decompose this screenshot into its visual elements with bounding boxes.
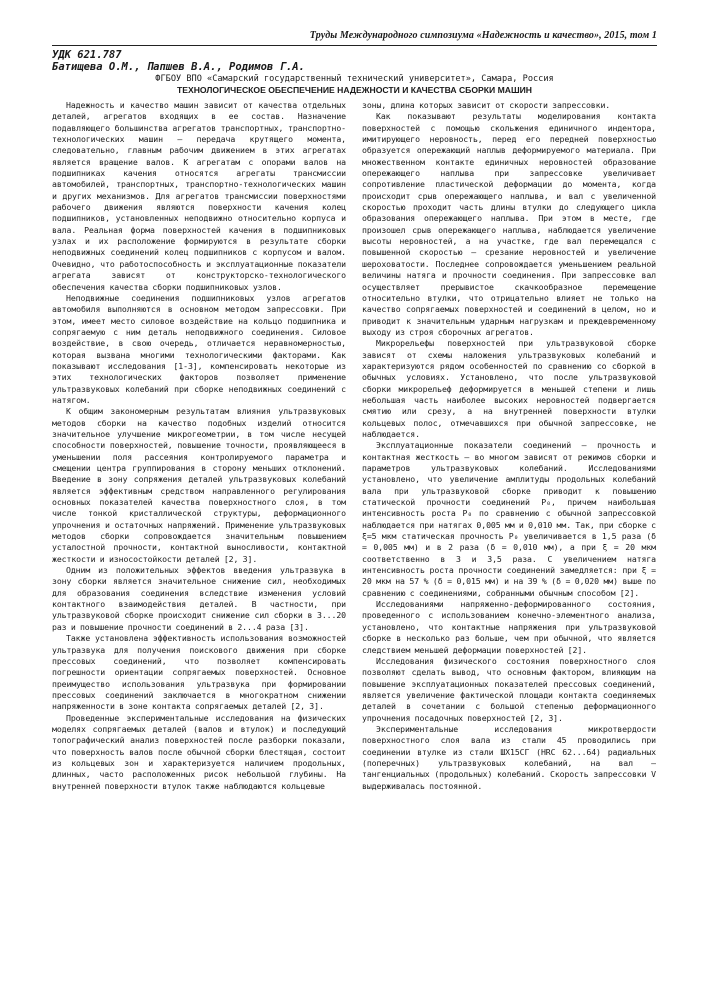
header-rule <box>52 45 657 46</box>
left-column <box>52 100 346 995</box>
authors: Батищева О.М., Папшев В.А., Родимов Г.А. <box>52 61 305 73</box>
paragraph: Эксплуатационные показатели соединений – прочность и контактная жесткость – во многом зависят от режимов сборки и параметров ультразвуковых колебаний. Исследованиями установлено, что увеличение амплитуды продольных колебаний вала при ультразвуковой сборке приводит к повышению статической прочности соединений P₀, причем наибольшая интенсивность роста P₀ по сравнению с обычной запрессовкой наблюдается при натягах 0,005 мм и 0,010 мм. Так, при сборке с ξ=5 мкм статическая прочность P₀ увеличивается в 1,5 раза (δ = 0,005 мм) и в 2 раза (δ = 0,010 мм), а при ξ = 20 мкм соответственно в 3 и 3,5 раза. С увеличением натяга интенсивность роста прочности соединений замедляется: при ξ = 20 мкм на 57 % (δ = 0,015 мм) и на 39 % (δ = 0,020 мм) выше по сравнению с соединениями, собранными обычным способом [2]. <box>362 440 656 598</box>
paragraph: Также установлена эффективность использования возможностей ультразвука для получения поискового движения при сборке прессовых соединений, что позволяет компенсировать погрешности ориентации сопрягаемых поверхностей. Основное преимущество использования ультразвука при формировании прессовых соединений заключается в многократном снижении напряженности в зоне контакта сопрягаемых деталей [2, 3]. <box>52 633 346 712</box>
paragraph: Одним из положительных эффектов введения ультразвука в зону сборки является значительное снижение сил, необходимых для образования соединения вследствие изменения условий контактного взаимодействия деталей. В частности, при ультразвуковой сборке происходит снижение сил сборки в 3...20 раз и повышение прочности соединений в 2...4 раза [3]. <box>52 565 346 632</box>
running-header: Труды Международного симпозиума «Надежность и качество», 2015, том 1 <box>309 30 657 41</box>
paragraph: Как показывают результаты моделирования контакта поверхностей с помощью скольжения единичного индентора, имитирующего неровность, перед его передней поверхностью образуется опережающий наплыв деформируемого материала. При множественном контакте единичных неровностей образование опережающего наплыва при запрессовке увеличивает сопротивление пластической деформации до момента, когда происходит срыв опережающего наплыва, и вал с увеличенной скоростью проходит часть длины втулки до следующего цикла образования опережающего наплыва. При этом в месте, где произошел срыв опережающего наплыва, наблюдается увеличение высоты неровностей, а на участке, где вал перемещался с повышенной скоростью – срезание неровностей и увеличение шероховатости. Последнее сопровождается уменьшением реальной величины натяга и прочности соединения. При запрессовке вал осуществляет прерывистое скачкообразное перемещение относительно втулки, что отрицательно влияет не только на качество сопрягаемых поверхностей и соединений в целом, но и приводит к значительным ударным нагрузкам и преждевременному выходу из строя сборочных агрегатов. <box>362 111 656 337</box>
paper-title: ТЕХНОЛОГИЧЕСКОЕ ОБЕСПЕЧЕНИЕ НАДЕЖНОСТИ И КАЧЕСТВА СБОРКИ МАШИН <box>177 85 532 95</box>
paragraph: Экспериментальные исследования микротвердости поверхностного слоя вала из стали 45 проводились при соединении втулке из стали ШХ15СГ (HRC 62...64) радиальных (поперечных) ультразвуковых колебаний, на вал – тангенциальных (продольных) колебаний. Скорость запрессовки V выдерживалась постоянной. <box>362 723 656 791</box>
udk-code: УДК 621.787 <box>52 49 122 61</box>
paragraph: К общим закономерным результатам влияния ультразвуковых методов сборки на качество подобных изделий относится значительное улучшение микрогеометрии, в том числе несущей способности поверхностей, повышение точности, проявляющееся в уменьшении поля рассеяния контролируемого параметра и смещении центра группирования в сторону меньших отклонений. Введение в зону сопряжения деталей ультразвуковых колебаний является эффективным средством направленного регулирования основных показателей качества поверхностного слоя, в том числе тонкой кристаллической структуры, деформационного упрочнения и остаточных напряжений. Применение ультразвуковых методов сборки сопровождается значительным повышением усталостной прочности, контактной выносливости, контактной жесткости и износостойкости деталей [2, 3]. <box>52 406 346 564</box>
paragraph: Надежность и качество машин зависит от качества отдельных деталей, агрегатов входящих в ее состав. Назначение подавляющего большинства агрегатов транспортных, транспортно-технологических машин – передача крутящего момента, следовательно, главным рабочим движением в этих агрегатах является вращение валов. К агрегатам с опорами валов на подшипниках качения относятся агрегаты трансмиссии автомобилей, транспортных, транспортно-технологических машин и других механизмов. Для агрегатов трансмиссии поверхностями рабочего движения являются поверхности качения колец подшипников, установленных неподвижно относительно корпуса и вала. Реальная форма поверхностей качения в подшипниковых узлах и их расположение формируются в результате сборки неподвижных соединений колец подшипников с корпусом и валом. Очевидно, что работоспособность и эксплуатационные показатели агрегата зависят от конструкторско-технологического обеспечения качества сборки подшипниковых узлов. <box>52 100 346 292</box>
paragraph: Исследования физического состояния поверхностного слоя позволяют сделать вывод, что основным фактором, влияющим на повышение эксплуатационных показателей прессовых соединений, является увеличение фактической площади контакта соединяемых деталей в сочетании с большой степенью деформационного упрочнения посадочных поверхностей [2, 3]. <box>362 655 656 723</box>
affiliation: ФГБОУ ВПО «Самарский государственный технический университет», Самара, Россия <box>155 74 554 84</box>
paragraph: Неподвижные соединения подшипниковых узлов агрегатов автомобиля выполняются в основном методом запрессовки. При этом, имеет место силовое воздействие на кольцо подшипника и сопрягаемую с ним деталь неподвижного соединения. Силовое воздействие, в свою очередь, отличается неравномерностью, которая вызвана многими технологическими факторами. Как показывают исследования [1-3], компенсировать некоторые из этих технологических факторов позволяет применение ультразвуковых колебаний при сборке неподвижных соединений с натягом. <box>52 292 346 405</box>
right-column <box>362 100 656 995</box>
paragraph: Проведенные экспериментальные исследования на физических моделях сопрягаемых деталей (валов и втулок) и последующий топографический анализ поверхностей после разборки показали, что поверхность валов после обычной сборки блестящая, состоит из кольцевых зон и характеризуется наличием продольных, длинных, часто расположенных рисок небольшой глубины. На внутренней поверхности втулок также наблюдаются кольцевые <box>52 712 346 791</box>
paragraph: Исследованиями напряженно-деформированного состояния, проведенного с использованием конечно-элементного анализа, установлено, что контактные напряжения при ультразвуковой сборке в несколько раз больше, чем при обычной, что является следствием меньшей деформации поверхностей [2]. <box>362 599 656 655</box>
paragraph: Микрорельефы поверхностей при ультразвуковой сборке зависят от схемы наложения ультразвуковых колебаний и характеризуются рядом особенностей по сравнению со сборкой в обычных условиях. Установлено, что после ультразвуковой сборки микрорельеф деформируется в меньшей степени и лишь небольшая часть наиболее высоких неровностей подвергается смятию или срезу, а на внутренней поверхности втулки кольцевых полос, отмечавшихся при обычной запрессовке, не наблюдается. <box>362 338 656 439</box>
paragraph-continuation: зоны, длина которых зависит от скорости запрессовки. <box>362 100 611 110</box>
